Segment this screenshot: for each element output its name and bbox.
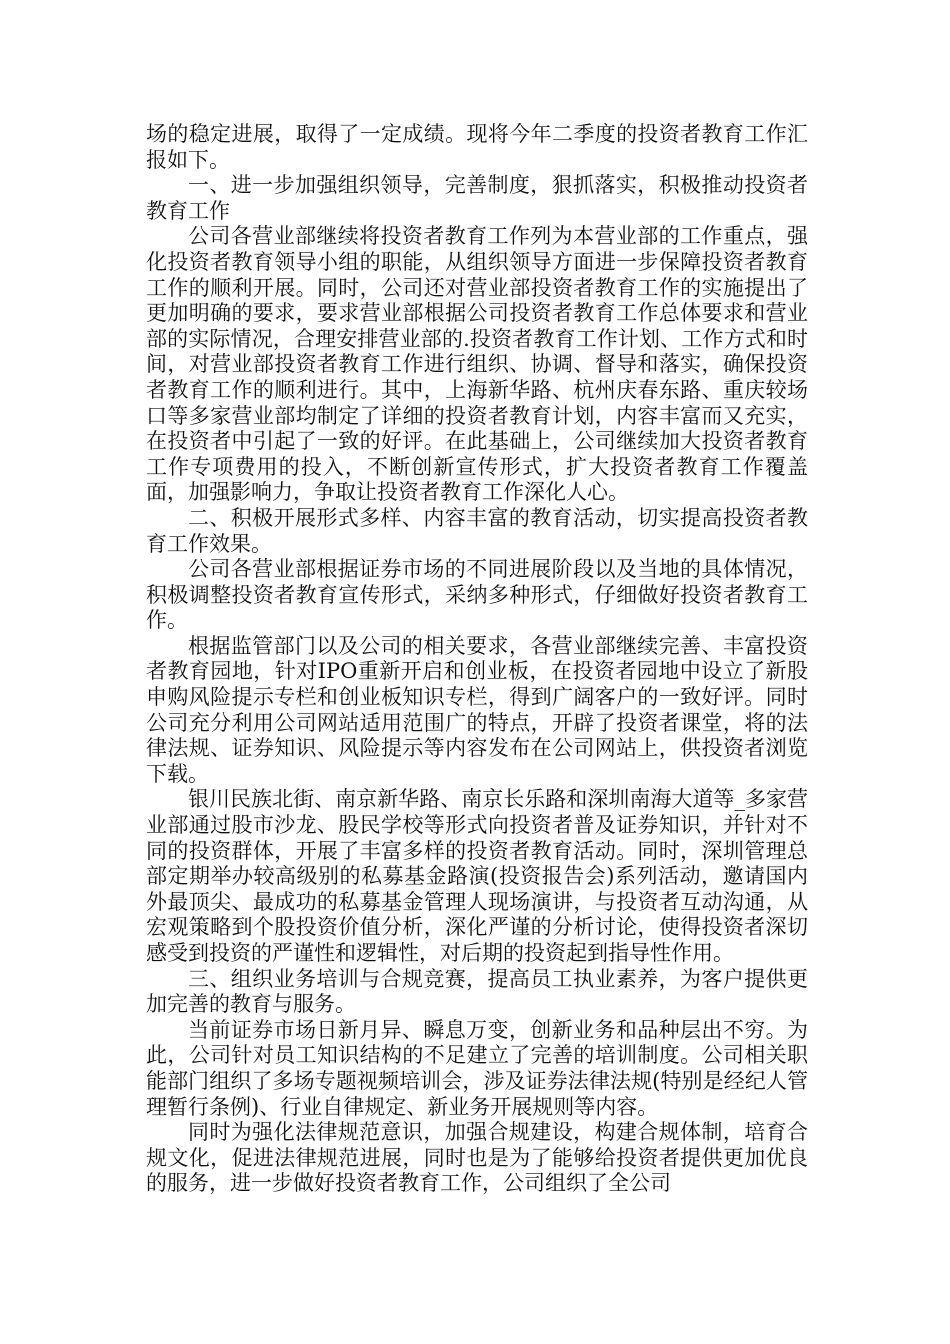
paragraph-investor-garden: 根据监管部门以及公司的相关要求，各营业部继续完善、丰富投资者教育园地，针对IPO重新开启和创业板，在投资者园地中设立了新股申购风险提示专栏和创业板知识专栏，得到广阔客户的一致好评。同时公司充分利用公司网站适用范围广的特点，开辟了投资者课堂，将的法律法规、证券知识、风险提示等内容发布在公司网站上，供投资者浏览下载。 — [146, 633, 808, 786]
section-heading-3: 三、组织业务培训与合规竞赛，提高员工执业素养，为客户提供更加完善的教育与服务。 — [146, 966, 808, 1017]
section-heading-1: 一、进一步加强组织领导，完善制度，狠抓落实，积极推动投资者教育工作 — [146, 173, 808, 223]
paragraph-compliance: 同时为强化法律规范意识，加强合规建设，构建合规体制，培育合规文化，促进法律规范进展，同时也是为了能够给投资者提供更加优良的服务，进一步做好投资者教育工作，公司组织了全公司 — [146, 1120, 808, 1196]
paragraph-training: 当前证券市场日新月异、瞬息万变，创新业务和品种层出不穷。为此，公司针对员工知识结构的不足建立了完善的培训制度。公司相关职能部门组织了多场专题视频培训会，涉及证券法律法规(特别是经纪人管理暂行条例)、行业自律规定、新业务开展规则等内容。 — [146, 1017, 808, 1119]
paragraph-intro-continuation: 场的稳定进展，取得了一定成绩。现将今年二季度的投资者教育工作汇报如下。 — [146, 122, 808, 172]
section-heading-2: 二、积极开展形式多样、内容丰富的教育活动，切实提高投资者教育工作效果。 — [146, 505, 808, 556]
paragraph-branch-activities: 银川民族北街、南京新华路、南京长乐路和深圳南海大道等_多家营业部通过股市沙龙、股民学校等形式向投资者普及证券知识，并针对不同的投资群体，开展了丰富多样的投资者教育活动。同时，深圳管理总部定期举办较高级别的私募基金路演(投资报告会)系列活动，邀请国内外最顶尖、最成功的私募基金管理人现场演讲，与投资者互动沟通，从宏观策略到个股投资价值分析，深化严谨的分析讨论，使得投资者深切感受到投资的严谨性和逻辑性，对后期的投资起到指导性作用。 — [146, 787, 808, 965]
document-body — [146, 122, 808, 1197]
paragraph-education-forms: 公司各营业部根据证券市场的不同进展阶段以及当地的具体情况，积极调整投资者教育宣传形式，采纳多种形式，仔细做好投资者教育工作。 — [146, 557, 808, 633]
paragraph-organization: 公司各营业部继续将投资者教育工作列为本营业部的工作重点，强化投资者教育领导小组的职能，从组织领导方面进一步保障投资者教育工作的顺利开展。同时，公司还对营业部投资者教育工作的实施提出了更加明确的要求，要求营业部根据公司投资者教育工作总体要求和营业部的实际情况，合理安排营业部的.投资者教育工作计划、工作方式和时间，对营业部投资者教育工作进行组织、协调、督导和落实，确保投资者教育工作的顺利进行。其中，上海新华路、杭州庆春东路、重庆较场口等多家营业部均制定了详细的投资者教育计划，内容丰富而又充实，在投资者中引起了一致的好评。在此基础上，公司继续加大投资者教育工作专项费用的投入，不断创新宣传形式，扩大投资者教育工作覆盖面，加强影响力，争取让投资者教育工作深化人心。 — [146, 224, 808, 505]
